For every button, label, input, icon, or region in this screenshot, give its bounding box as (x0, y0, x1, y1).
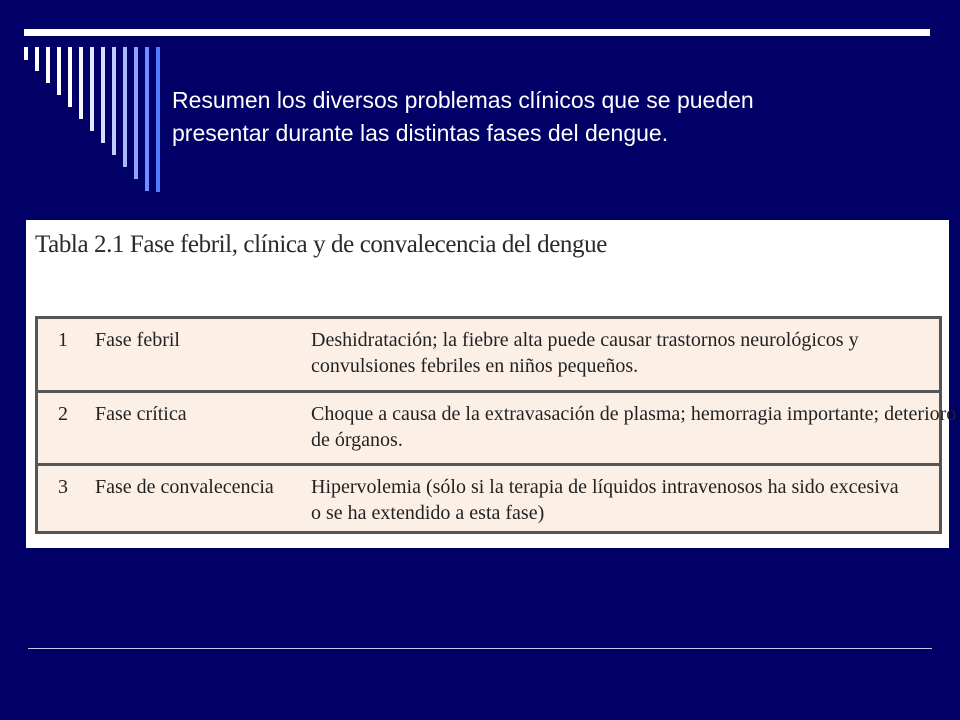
bottom-rule (28, 648, 932, 649)
table-row (38, 390, 957, 463)
phase-name: Fase crítica (95, 403, 187, 425)
row-number: 3 (58, 476, 68, 498)
decorative-bar (90, 47, 94, 131)
decorative-bar (68, 47, 72, 107)
description-line: convulsiones febriles en niños pequeños. (311, 355, 639, 377)
slide-title-line-2: presentar durante las distintas fases del dengue. (172, 120, 669, 146)
decorative-bar (35, 47, 39, 71)
slide-title (172, 84, 932, 150)
decorative-bar (101, 47, 105, 143)
decorative-bar (24, 47, 28, 60)
table-caption: Tabla 2.1 Fase febril, clínica y de convalecencia del dengue (35, 231, 607, 258)
description-line: o se ha extendido a esta fase) (311, 502, 545, 524)
decorative-bar (156, 47, 160, 192)
description-line: Choque a causa de la extravasación de plasma; hemorragia importante; deterioro (311, 403, 957, 425)
row-number: 2 (58, 403, 68, 425)
decorative-bar (145, 47, 149, 191)
table-figure (26, 220, 957, 548)
decorative-bar (57, 47, 61, 95)
description-line: Deshidratación; la fiebre alta puede causar trastornos neurológicos y (311, 329, 859, 351)
description-line: Hipervolemia (sólo si la terapia de líquidos intravenosos ha sido excesiva (311, 476, 899, 498)
decorative-bar (46, 47, 50, 83)
description-line: de órganos. (311, 429, 403, 451)
decorative-bar (112, 47, 116, 155)
top-rule (24, 29, 930, 36)
table-row (38, 463, 939, 534)
phase-description (311, 327, 931, 379)
phase-table (35, 316, 957, 534)
table-row (38, 319, 939, 389)
phase-name: Fase febril (95, 329, 180, 351)
phase-name: Fase de convalecencia (95, 476, 274, 498)
phase-description (311, 474, 931, 526)
slide-title-line-1: Resumen los diversos problemas clínicos que se pueden (172, 87, 754, 113)
phase-description (311, 401, 957, 453)
decorative-bar (123, 47, 127, 167)
row-number: 1 (58, 329, 68, 351)
decorative-bar (134, 47, 138, 179)
decorative-bar (79, 47, 83, 119)
